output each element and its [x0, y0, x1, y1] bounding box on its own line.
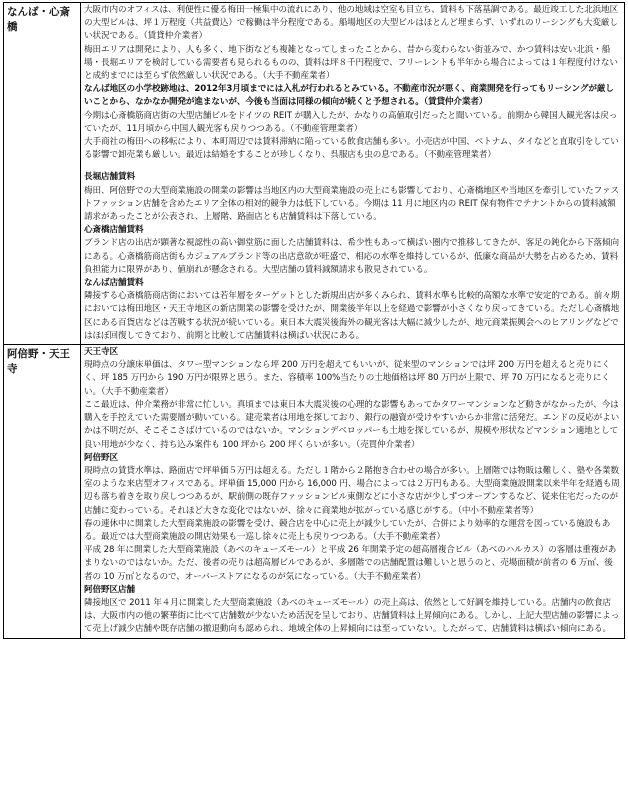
- region-label: 阿倍野・天王寺: [7, 348, 70, 376]
- paragraph: 隣接する心斎橋筋商店街においては若年層をターゲットとした新規出店が多くみられ、賃料水準も比較的高額な水準で安定的である。前々期においては梅田地区・天王寺地区の新店開業の影響を受けたが、開業後半年以上を経過で影響が小さくなり戻ってきている。ただし心斎橋地区にある百貨店などは苦戦する状況が続いている。東日本大震災後海外の観光客は大幅に減少したが、地元商業振興会へのヒアリングなどではほぼ回復してきており、前期と比較して店舗賃料は横ばい状況にある。: [84, 291, 620, 341]
- section-heading: 天王寺区: [84, 347, 118, 358]
- highlighted-paragraph: なんば地区の小学校跡地は、2012年3月頃までには入札が行われるとみている。不動産市況が悪く、商業開発を行ってもリーシングが厳しいことから、なかなか開発が進まないが、今後も当面は同様の傾向が続くと予想される。（賃貸仲介業者）: [84, 84, 614, 108]
- paragraph: 隣接地区で 2011 年４月に開業した大型商業施設（あべのキューズモール）の売上高は、依然として好調を維持している。店舗内の飲食店は、大阪市内の他の繁華街に比べて店舗数が少ないため活況を呈しており、店舗賃料は上昇傾向にある。しかし、上記大型店舗の影響によって売上げ減少店舗や既存店舗の撤退動向も認められ、地域全体の上昇傾向には至っていない。したがって、店舗賃料は横ばい傾向にある。: [84, 597, 620, 635]
- paragraph: ここ最近は、仲介業務が非常に忙しい。真頃までは東日本大震災後の心理的な影響もあってかタワーマンションなど動きがなかったが、今は購入を手控えていた需要層が動いている。建売業者は用地を探しており、銀行の融資が受けやすいからか非常に活発だ。エンドの反応がよいかは不明だが、そこそこさばけているのではないか。マンションデベロッパーも土地を探しているが、規模や形状などマンション適地として良い用地が少なく、持ち込み案件も 100 坪から 200 坪くらいが多い。（売買仲介業者）: [84, 399, 620, 450]
- region-cell-namba: [4, 3, 81, 345]
- market-report-table: [3, 2, 625, 639]
- comment-cell-namba: [81, 3, 625, 345]
- table-row: [4, 345, 625, 638]
- paragraph: 今期は心斎橋筋商店街の大型店舗ビルをドイツの REIT が購入したが、かなりの高値取引だったと聞いている。前期から韓国人観光客は戻っていたが、11月頃から中国人観光客も戻りつつある。（不動産管理業者）: [84, 110, 618, 134]
- spacer: [84, 162, 621, 171]
- section-heading: 阿倍野区: [84, 452, 118, 463]
- section-heading: 心斎橋店舗賃料: [84, 225, 144, 236]
- paragraph: ブランド店の出店が顕著な視認性の高い御堂筋に面した店舗賃料は、希少性もあって横ばい圏内で推移してきたが、客足の鈍化から下落傾向にある。心斎橋筋商店街もカジュアルブランド等の出店意欲が旺盛で、相応の水準を維持しているが、低廉な商品が大勢を占めるため、賃料負担能力に限界があり、値崩れが懸念される。大型店舗の賃料減額請求も散見されている。: [84, 238, 620, 275]
- section-heading: 阿倍野区店舗: [84, 584, 135, 595]
- paragraph: 現時点の分譲床単価は、タワー型マンションなら坪 200 万円を超えてもいいが、従来型のマンションでは坪 200 万円を超えると売りにくく、坪 185 万円から 190 万円が限界と思う。また、容積率 100%当たりの土地価格は坪 80 万円が上限で、坪 70 万円になると売りにくい。（大手不動産業者）: [84, 360, 611, 397]
- paragraph: 梅田エリアは開発により、人も多く、地下街なども複雑となってしまったことから、昔から変わらない街並みで、かつ賃料は安い北浜・船場・長堀エリアを検討している需要者も見られるものの、賃料は坪８千円程度で、フリーレントも半年から場合によっては１年程度付けないと成約までには至らず依然厳しい状況である。（大手不動産業者）: [84, 44, 618, 82]
- section-heading: なんば店舗賃料: [84, 278, 144, 289]
- table-row: [4, 3, 625, 345]
- paragraph: 春の連休中に開業した大型商業施設の影響を受け、競合店を中心に売上が減少していたが、合併により効率的な運営を図っている施設もある。最近では大型商業施設の開店効果も一巡し徐々に売上も戻りつつある。（大手不動産業者）: [84, 518, 611, 542]
- paragraph: 大手商社の梅田への移転により、本町周辺では賃料滞納に陥っている飲食店舗も多い。小売店が中国、ベトナム、タイなどと直取引をしている影響で卸売業も厳しい。最近は結婚をすることが珍しくなり、呉服店も虫の息である。（不動産管理業者）: [84, 137, 619, 161]
- region-label: なんば・心斎橋: [7, 6, 70, 33]
- region-cell-abeno: [4, 345, 81, 638]
- paragraph: 現時点の賃貸水準は、路面店で坪単価５万円は超える。ただし１階から２階抱き合わせの場合が多い。上層階では物販は難しく、塾や各業数室のような来店型オフィスである。坪単価 15,000 円から 16,000 円、場合によっては２万円もある。大型商業施設開業以来半年を経過も周辺も落ち着きを取り戻しつつあるが、駅前側の既存ファッションビル東側などに小さな店が少しずつオープンするなど、従来住宅だったのが店舗に変わっている。それほど大きな変化ではないが、徐々に商業地が拡がっている感じがする。（中小不動産業者等）: [84, 465, 620, 516]
- paragraph: 平成 28 年に開業した大型商業施設（あべのキューズモール）と平成 26 年開業予定の超高層複合ビル（あべのハルカス）の客層は重複があまりないのではないか。ただ、後者の売りは超高層ビルであるが、多層階での店舗配置は難しいと思うのと、売場面積が前者の 6 万㎡、後者の 10 万㎡となるので、オーバーストアになるのが気になっている。（大手不動産業者）: [84, 545, 617, 582]
- paragraph: 大阪市内のオフィスは、利便性に優る梅田一極集中の流れにあり、他の地域は空室も目立ち、賃料も下落基調である。最近竣工した北浜地区の大型ビルは、坪１万程度（共益費込）で稼働は半分程度である。船場地区の大型ビルはほとんど埋まらず、いずれのリーシングも大変厳しい状況である。（賃貸仲介業者）: [84, 5, 619, 42]
- comment-cell-abeno: [81, 345, 625, 638]
- section-heading: 長堀店舗賃料: [84, 172, 135, 183]
- paragraph: 梅田、阿倍野での大型商業施設の開業の影響は当地区内の大型商業施設の売上にも影響しており、心斎橋地区や当地区を牽引していたファストファッション店舗を含めたエリア全体の相対的競争力は低下している。今期は 11 月に地区内の REIT 保有物件でテナントからの賃料減額請求があったことが公表され、上層階、路面店とも店舗賃料は下落している。: [84, 185, 619, 223]
